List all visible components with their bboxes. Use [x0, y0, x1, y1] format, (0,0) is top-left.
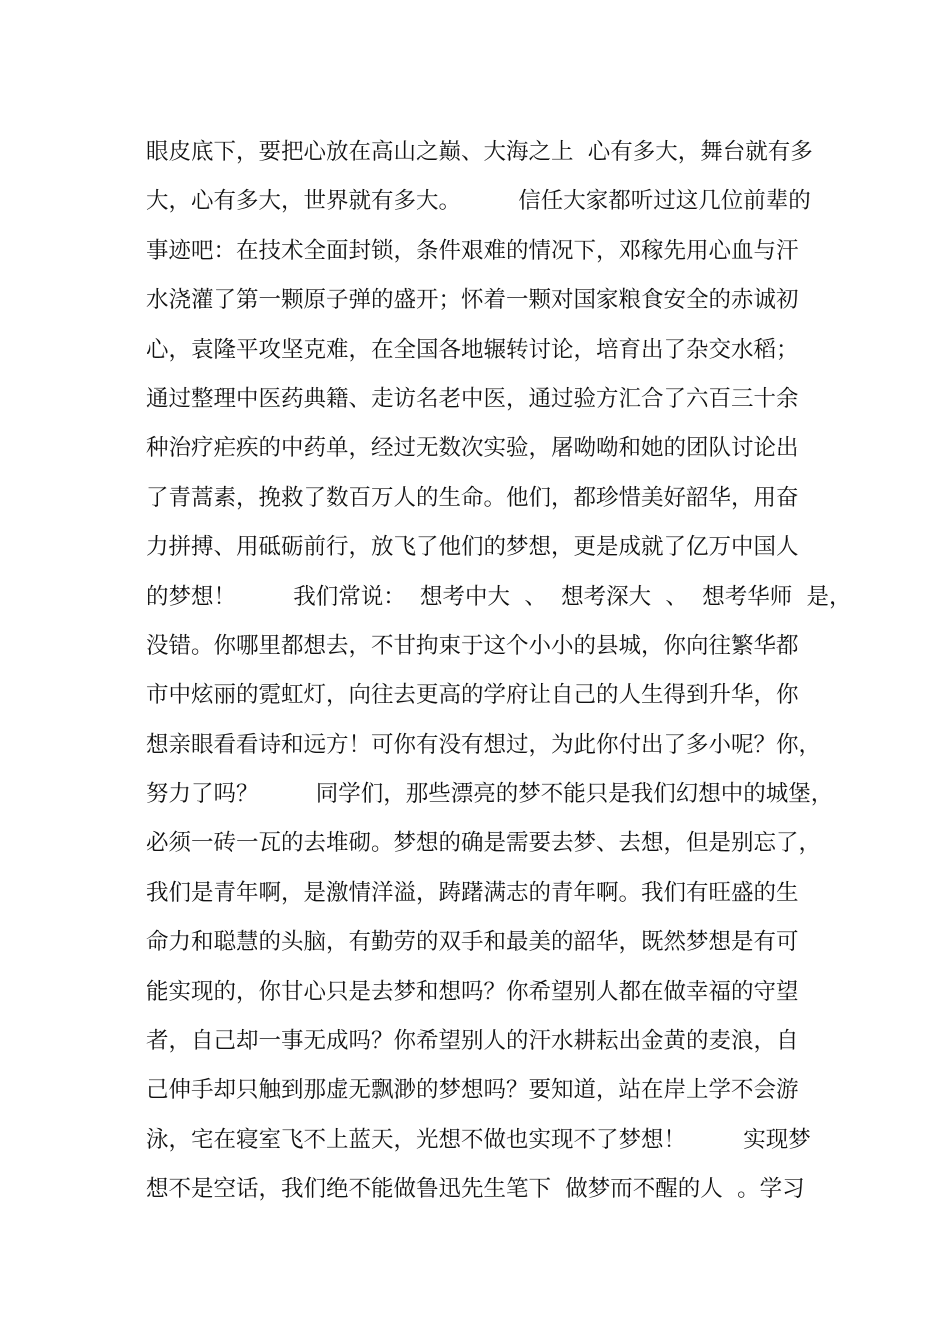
text-line: 事迹吧：在技术全面封锁，条件艰难的情况下，邓稼先用心血与汗: [146, 237, 799, 264]
text-line: 想亲眼看看诗和远方！可你有没有想过，为此你付出了多小呢？你，: [146, 731, 822, 758]
text-line: 没错。你哪里都想去，不甘拘束于这个小小的县城，你向往繁华都: [146, 632, 799, 659]
text-line: 者，自己却一事无成吗？你希望别人的汗水耕耘出金黄的麦浪，自: [146, 1028, 799, 1055]
text-line: 种治疗疟疾的中药单，经过无数次实验，屠呦呦和她的团队讨论出: [146, 435, 799, 462]
text-line: 能实现的，你甘心只是去梦和想吗？你希望别人都在做幸福的守望: [146, 978, 799, 1005]
text-line: 命力和聪慧的头脑，有勤劳的双手和最美的韶华，既然梦想是有可: [146, 929, 799, 956]
text-line: 心，袁隆平攻坚克难，在全国各地辗转讨论，培育出了杂交水稻；: [146, 336, 799, 363]
text-line: 水浇灌了第一颗原子弹的盛开；怀着一颗对国家粮食安全的赤诚初: [146, 287, 799, 314]
text-line: 大，心有多大，世界就有多大。 信任大家都听过这几位前辈的: [146, 188, 811, 215]
text-line: 努力了吗？ 同学们，那些漂亮的梦不能只是我们幻想中的城堡，: [146, 781, 834, 808]
text-line: 眼皮底下，要把心放在高山之巅、大海之上 心有多大，舞台就有多: [146, 139, 813, 165]
text-line: 通过整理中医药典籍、走访名老中医，通过验方汇合了六百三十余: [146, 385, 799, 412]
body-text: [146, 132, 852, 1219]
text-line: 了青蒿素，挽救了数百万人的生命。他们，都珍惜美好韶华，用奋: [146, 484, 799, 511]
text-line: 市中炫丽的霓虹灯，向往去更高的学府让自己的人生得到升华，你: [146, 682, 799, 709]
text-line: 必须一砖一瓦的去堆砌。梦想的确是需要去梦、去想，但是别忘了，: [146, 830, 822, 857]
text-line: 的梦想！ 我们常说： 想考中大 、 想考深大 、 想考华师 是，: [146, 583, 852, 610]
text-line: 力拼搏、用砥砺前行，放飞了他们的梦想，更是成就了亿万中国人: [146, 534, 799, 561]
text-line: 我们是青年啊，是激情洋溢，踌躇满志的青年啊。我们有旺盛的生: [146, 879, 799, 906]
text-line: 想不是空话，我们绝不能做鲁迅先生笔下 做梦而不醒的人 。学习: [146, 1176, 805, 1203]
text-line: 己伸手却只触到那虚无飘渺的梦想吗？要知道，站在岸上学不会游: [146, 1077, 799, 1104]
text-line: 泳，宅在寝室飞不上蓝天，光想不做也实现不了梦想！ 实现梦: [146, 1126, 811, 1153]
